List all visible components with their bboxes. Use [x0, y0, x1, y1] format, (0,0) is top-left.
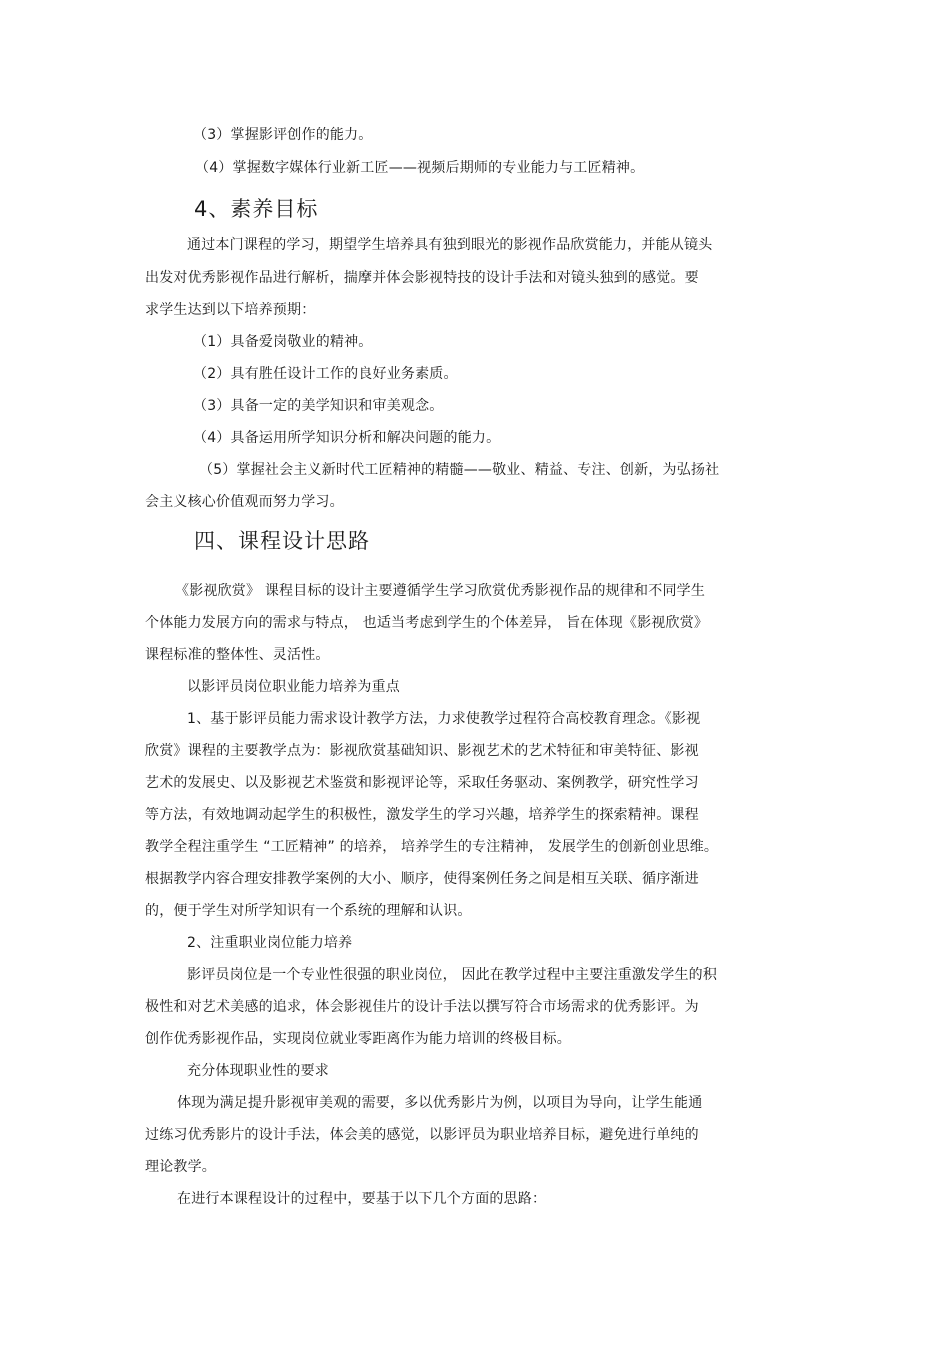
design-focus-title: 以影评员岗位职业能力培养为重点 — [187, 679, 400, 695]
design-point-1-line-6: 根据教学内容合理安排教学案例的大小、顺序，使得案例任务之间是相互关联、循序渐进 — [145, 871, 699, 887]
design-point-3-line-3: 理论教学。 — [145, 1159, 216, 1175]
literacy-intro-line-1: 通过本门课程的学习，期望学生培养具有独到眼光的影视作品欣赏能力，并能从镜头 — [187, 237, 713, 253]
design-para-1-line-3: 课程标准的整体性、灵活性。 — [145, 647, 330, 663]
design-point-3-line-1: 体现为满足提升影视审美观的需要，多以优秀影片为例，以项目为导向，让学生能通 — [177, 1095, 703, 1111]
design-point-3-line-2: 过练习优秀影片的设计手法，体会美的感觉，以影评员为职业培养目标，避免进行单纯的 — [145, 1127, 699, 1143]
literacy-item-1: （1）具备爱岗敬业的精神。 — [193, 334, 373, 350]
objective-item-3: （3）掌握影评创作的能力。 — [193, 127, 373, 143]
literacy-intro-line-3: 求学生达到以下培养预期： — [145, 302, 316, 318]
literacy-item-4: （4）具备运用所学知识分析和解决问题的能力。 — [193, 430, 501, 446]
literacy-intro-line-2: 出发对优秀影视作品进行解析，揣摩并体会影视特技的设计手法和对镜头独到的感觉。要 — [145, 270, 699, 286]
literacy-item-2: （2）具有胜任设计工作的良好业务素质。 — [193, 366, 458, 382]
design-point-1-line-1: 1、基于影评员能力需求设计教学方法，力求使教学过程符合高校教育理念。《影视 — [187, 711, 701, 727]
design-point-2-line-3: 创作优秀影视作品，实现岗位就业零距离作为能力培训的终极目标。 — [145, 1031, 571, 1047]
design-para-1-line-2: 个体能力发展方向的需求与特点， 也适当考虑到学生的个体差异， 旨在体现《影视欣赏》 — [145, 615, 709, 631]
literacy-item-5-line-2: 会主义核心价值观而努力学习。 — [145, 494, 344, 510]
design-para-1-line-1: 《影视欣赏》 课程目标的设计主要遵循学生学习欣赏优秀影视作品的规律和不同学生 — [175, 583, 706, 599]
section-heading-literacy: 4、素养目标 — [194, 197, 319, 221]
objective-item-4: （4）掌握数字媒体行业新工匠——视频后期师的专业能力与工匠精神。 — [195, 160, 645, 176]
design-point-1-line-2: 欣赏》课程的主要教学点为：影视欣赏基础知识、影视艺术的艺术特征和审美特征、影视 — [145, 743, 699, 759]
section-heading-course-design: 四、课程设计思路 — [194, 529, 370, 553]
literacy-item-5-line-1: （5）掌握社会主义新时代工匠精神的精髓——敬业、精益、专注、创新，为弘扬社 — [199, 462, 720, 478]
design-point-3-title: 充分体现职业性的要求 — [187, 1063, 329, 1079]
literacy-item-3: （3）具备一定的美学知识和审美观念。 — [193, 398, 444, 414]
design-point-1-line-4: 等方法，有效地调动起学生的积极性，激发学生的学习兴趣，培养学生的探索精神。课程 — [145, 807, 699, 823]
design-point-2-title: 2、注重职业岗位能力培养 — [187, 935, 353, 951]
design-point-1-line-5: 教学全程注重学生 “工匠精神” 的培养， 培养学生的专注精神， 发展学生的创新创业思维。 — [145, 839, 719, 855]
design-closing-line: 在进行本课程设计的过程中，要基于以下几个方面的思路： — [177, 1191, 547, 1207]
design-point-2-line-2: 极性和对艺术美感的追求，体会影视佳片的设计手法以撰写符合市场需求的优秀影评。为 — [145, 999, 699, 1015]
design-point-1-line-7: 的，便于学生对所学知识有一个系统的理解和认识。 — [145, 903, 472, 919]
design-point-2-line-1: 影评员岗位是一个专业性很强的职业岗位， 因此在教学过程中主要注重激发学生的积 — [187, 967, 718, 983]
design-point-1-line-3: 艺术的发展史、以及影视艺术鉴赏和影视评论等，采取任务驱动、案例教学，研究性学习 — [145, 775, 699, 791]
